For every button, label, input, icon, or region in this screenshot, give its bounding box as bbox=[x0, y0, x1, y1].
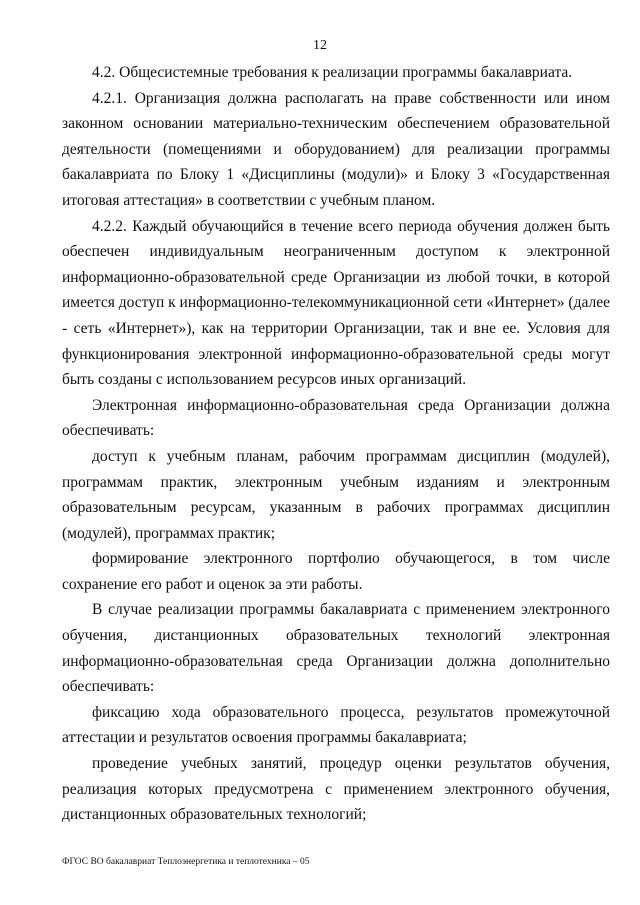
list-item-portfolio: формирование электронного портфолио обучающегося, в том числе сохранение его работ и оценок за эти работы. bbox=[62, 550, 610, 593]
paragraph-4-2-1: 4.2.1. Организация должна располагать на праве собственности или ином законном основании материально-техническим обеспечением образовательной деятельности (помещениями и оборудованием) для реализации программы бакалавриата по Блоку 1 «Дисциплины (модули)» и Блоку 3 «Государственная итоговая аттестация» в соответствии с учебным планом. bbox=[62, 89, 610, 209]
paragraph-distance-learning: В случае реализации программы бакалавриата с применением электронного обучения, дистанционных образовательных технологий электронная информационно-образовательная среда Организации должна дополнительно обеспечивать: bbox=[62, 601, 610, 696]
page-number: 12 bbox=[313, 38, 327, 53]
document-body bbox=[62, 60, 610, 828]
section-heading-4-2: 4.2. Общесистемные требования к реализации программы бакалавриата. bbox=[92, 64, 573, 81]
list-item-conducting: проведение учебных занятий, процедур оценки результатов обучения, реализация которых предусмотрена с применением электронного обучения, дистанционных образовательных технологий; bbox=[62, 755, 610, 824]
list-item-fixation: фиксацию хода образовательного процесса, результатов промежуточной аттестации и результатов освоения программы бакалавриата; bbox=[62, 703, 610, 747]
paragraph-eios-intro: Электронная информационно-образовательная среда Организации должна обеспечивать: bbox=[62, 396, 610, 440]
paragraph-4-2-2: 4.2.2. Каждый обучающийся в течение всего периода обучения должен быть обеспечен индивидуальным неограниченным доступом к электронной информационно-образовательной среде Организации из любой точки, в которой имеется доступ к информационно-телекоммуникационной сети «Интернет» (далее - сеть «Интернет»), как на территории Организации, так и вне ее. Условия для функционирования электронной информационно-образовательной среды могут быть созданы с использованием ресурсов иных организаций. bbox=[62, 217, 610, 389]
list-item-access: доступ к учебным планам, рабочим программам дисциплин (модулей), программам практик, электронным учебным изданиям и электронным образовательным ресурсам, указанным в рабочих программах дисциплин (модулей), программах практик; bbox=[62, 447, 610, 542]
page-footer: ФГОС ВО бакалавриат Теплоэнергетика и теплотехника – 05 bbox=[62, 857, 310, 867]
